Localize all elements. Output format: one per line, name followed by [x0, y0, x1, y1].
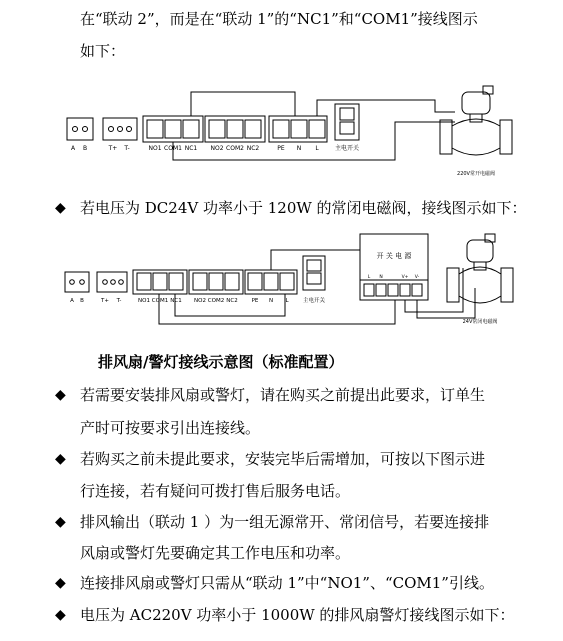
bullet-icon: ◆	[55, 387, 66, 403]
terminal-ab	[67, 118, 93, 140]
svg-text:COM1: COM1	[164, 145, 182, 152]
bullet-3-line-2: 风扇或警灯先要确定其工作电压和功率。	[80, 544, 351, 562]
svg-text:开 关 电 源: 开 关 电 源	[376, 252, 412, 260]
wiring-diagram-nc1	[55, 82, 525, 182]
svg-text:COM2: COM2	[226, 145, 244, 152]
svg-text:NC2: NC2	[246, 145, 260, 152]
svg-text:NO1: NO1	[138, 298, 150, 304]
svg-text:V+: V+	[401, 275, 409, 280]
svg-text:N: N	[296, 145, 302, 152]
svg-text:PE: PE	[277, 145, 285, 152]
terminal-t	[97, 272, 127, 292]
bullet-2-line-2: 行连接，若有疑问可拨打售后服务电话。	[80, 482, 351, 500]
svg-text:NO2: NO2	[210, 145, 224, 152]
svg-text:A: A	[70, 298, 74, 304]
bullet-icon: ◆	[55, 200, 66, 216]
wiring-diagram-dc24	[55, 228, 525, 334]
bullet-5-line-1: 电压为 AC220V 功率小于 1000W 的排风扇警灯接线图示如下：	[80, 606, 515, 624]
intro-line-1: 在“联动 2”，而是在“联动 1”的“NC1”和“COM1”接线图示	[80, 10, 478, 28]
svg-text:T-: T-	[116, 298, 122, 304]
svg-text:NO1: NO1	[148, 145, 162, 152]
terminal-ab	[65, 272, 89, 292]
svg-text:L: L	[285, 298, 289, 304]
svg-text:主电开关: 主电开关	[302, 298, 326, 304]
svg-text:B: B	[80, 298, 84, 304]
bullet-icon: ◆	[55, 607, 66, 623]
switching-power-supply	[360, 234, 428, 300]
svg-text:NO2: NO2	[194, 298, 206, 304]
svg-text:T+: T+	[101, 298, 109, 304]
intro-line-2: 如下：	[80, 42, 126, 60]
svg-text:N: N	[379, 275, 383, 280]
valve-icon	[447, 234, 513, 303]
svg-text:B: B	[82, 145, 88, 152]
svg-text:NC1: NC1	[170, 298, 182, 304]
svg-text:24V常闭电磁阀: 24V常闭电磁阀	[462, 319, 498, 325]
svg-text:L: L	[367, 275, 371, 280]
svg-text:L: L	[315, 145, 319, 152]
svg-text:A: A	[70, 145, 76, 152]
bullet-2-line-1: 若购买之前未提此要求，安装完毕后需增加，可按以下图示进	[80, 450, 486, 468]
bullet-1-line-1: 若需要安装排风扇或警灯，请在购买之前提出此要求，订单生	[80, 386, 486, 404]
svg-text:T-: T-	[124, 145, 130, 152]
dc24-text: 若电压为 DC24V 功率小于 120W 的常闭电磁阀，接线图示如下：	[80, 199, 527, 217]
bullet-3-line-1: 排风输出（联动 1 ）为一组无源常开、常闭信号，若要连接排	[80, 513, 490, 531]
svg-text:N: N	[268, 298, 274, 304]
svg-text:COM1: COM1	[151, 298, 169, 304]
valve-icon	[440, 86, 512, 155]
bullet-icon: ◆	[55, 514, 66, 530]
svg-text:220V常开电磁阀: 220V常开电磁阀	[457, 171, 495, 177]
svg-text:T+: T+	[108, 145, 118, 152]
bullet-icon: ◆	[55, 451, 66, 467]
bullet-icon: ◆	[55, 575, 66, 591]
svg-text:主电开关: 主电开关	[334, 145, 360, 152]
section-title: 排风扇/警灯接线示意图（标准配置）	[98, 353, 344, 371]
svg-text:NC2: NC2	[226, 298, 238, 304]
bullet-4-line-1: 连接排风扇或警灯只需从“联动 1”中“NO1”、“COM1”引线。	[80, 574, 494, 592]
svg-text:PE: PE	[251, 298, 259, 304]
svg-text:COM2: COM2	[207, 298, 225, 304]
bullet-1-line-2: 产时可按要求引出连接线。	[80, 419, 261, 437]
svg-text:V-: V-	[414, 275, 420, 280]
svg-text:NC1: NC1	[184, 145, 198, 152]
